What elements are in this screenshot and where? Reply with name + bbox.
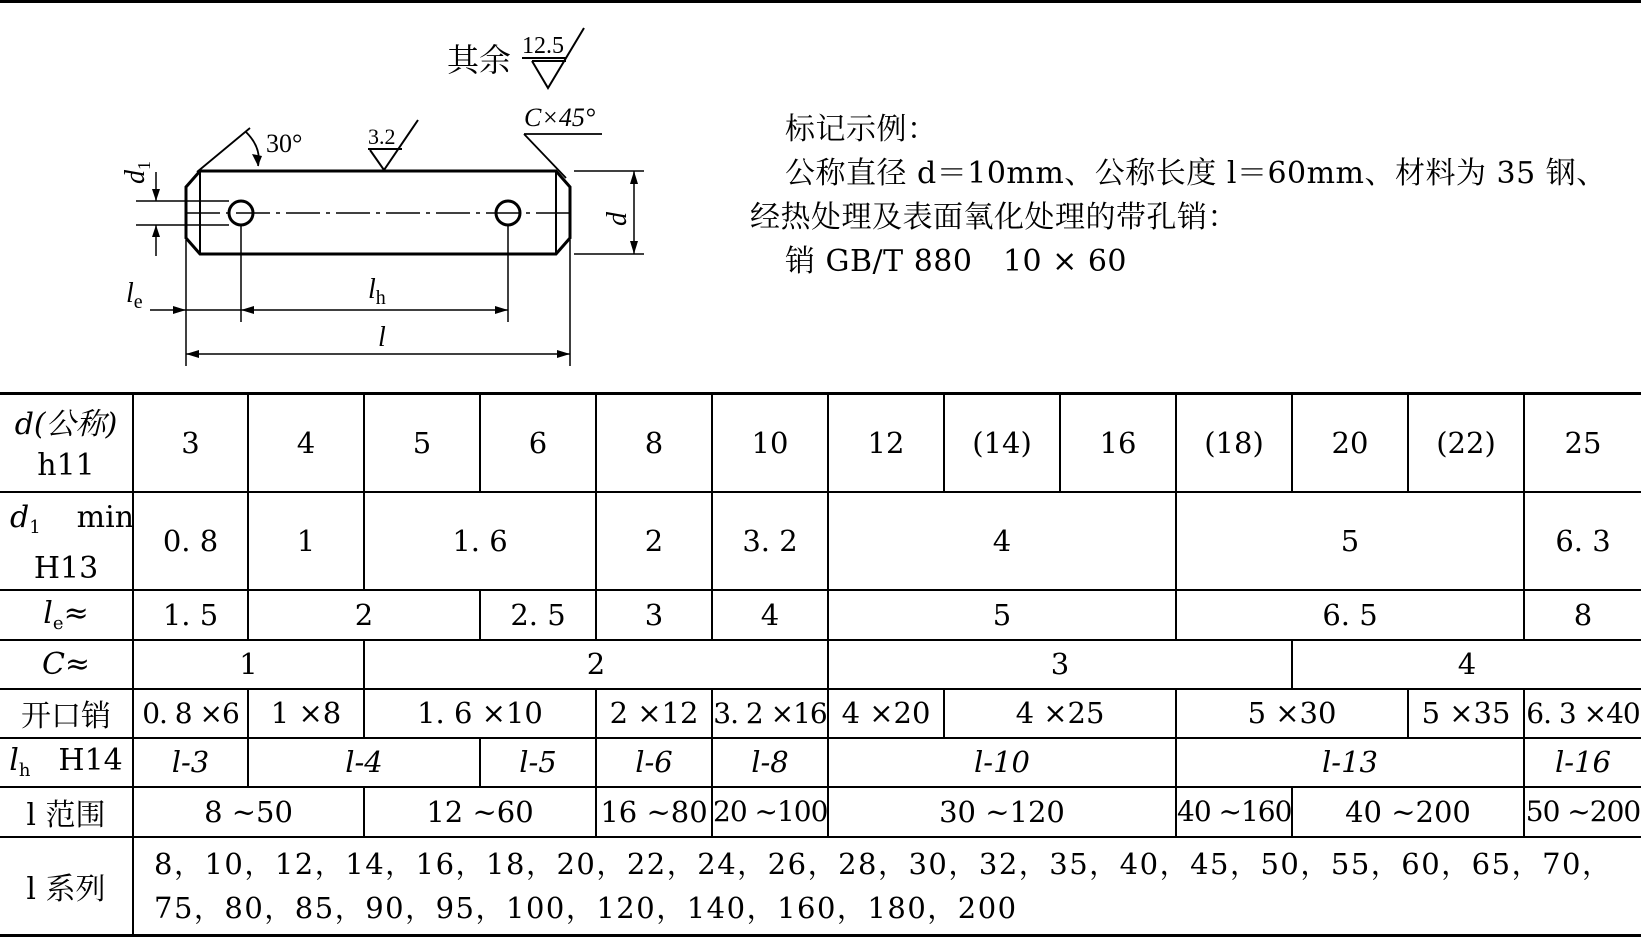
- l-label: l: [378, 322, 386, 353]
- table-cell: 6. 3: [1524, 492, 1641, 590]
- table-cell: 40 ~160: [1176, 787, 1292, 837]
- table-cell: 12: [828, 394, 944, 492]
- table-cell: 5 ×30: [1176, 689, 1408, 738]
- table-cell: l-6: [596, 738, 712, 787]
- table-row-d1: [0, 492, 1641, 590]
- dimension-table: [0, 392, 1641, 937]
- angle-label: 30°: [266, 129, 303, 158]
- table-cell: 6: [480, 394, 596, 492]
- row-label-d1: $d_1$ min H13: [0, 492, 133, 590]
- table-cell: 4: [828, 492, 1176, 590]
- table-cell: l-4: [248, 738, 480, 787]
- lh-label: $l_h$: [368, 274, 386, 309]
- table-cell: 16 ~80: [596, 787, 712, 837]
- table-cell: 30 ~120: [828, 787, 1176, 837]
- table-cell: l-3: [133, 738, 248, 787]
- table-cell-series: 8，10，12，14，16，18，20，22，24，26，28，30，32，35，40，45，50，55，60，65，70，75，80，85，90，95，100，120，140，160，180，200: [133, 837, 1641, 936]
- marking-title: 标记示例：: [785, 112, 938, 147]
- roughness-value: 3.2: [368, 124, 396, 149]
- table-cell: 20 ~100: [712, 787, 828, 837]
- table-cell: 25: [1524, 394, 1641, 492]
- table-cell: 20: [1292, 394, 1408, 492]
- table-cell: 1: [248, 492, 364, 590]
- table-cell: 8: [596, 394, 712, 492]
- table-cell: 2: [248, 590, 480, 640]
- row-label-d: d(公称) h11: [0, 394, 133, 492]
- chamfer-label: C×45°: [524, 103, 596, 132]
- table-cell: 1 ×8: [248, 689, 364, 738]
- table-cell: 3: [828, 640, 1292, 689]
- table-cell: l-16: [1524, 738, 1641, 787]
- table-row-split-pin: [0, 689, 1641, 738]
- table-cell: 2. 5: [480, 590, 596, 640]
- table-cell: 0. 8: [133, 492, 248, 590]
- d1-dimension: [120, 161, 229, 256]
- row-label-c: C≈: [0, 640, 133, 689]
- table-row-c: [0, 640, 1641, 689]
- d1-label: $d_1$: [120, 161, 154, 184]
- table-cell: 4 ×20: [828, 689, 944, 738]
- table-cell: 8 ~50: [133, 787, 364, 837]
- chamfer-callout: [524, 103, 602, 178]
- le-label: $l_e$: [126, 278, 143, 313]
- table-row-d: [0, 394, 1641, 492]
- table-cell: (22): [1408, 394, 1524, 492]
- table-row-lh: [0, 738, 1641, 787]
- table-row-l-range: [0, 787, 1641, 837]
- marking-line-3: 销 GB/T 880 10 × 60: [785, 244, 1128, 279]
- marking-line-1: 公称直径 d＝10mm、公称长度 l＝60mm、材料为 35 钢、: [785, 156, 1607, 191]
- d-dimension: [574, 171, 644, 254]
- table-cell: 4: [712, 590, 828, 640]
- table-cell: 5: [828, 590, 1176, 640]
- table-cell: l-8: [712, 738, 828, 787]
- pin-body: [186, 171, 570, 254]
- table-cell: 8: [1524, 590, 1641, 640]
- table-cell: (14): [944, 394, 1060, 492]
- row-label-split-pin: 开口销: [0, 689, 133, 738]
- table-cell: 12 ~60: [364, 787, 596, 837]
- roughness-symbol: [368, 120, 418, 170]
- table-cell: 4 ×25: [944, 689, 1176, 738]
- table-cell: 6. 3 ×40: [1524, 689, 1641, 738]
- row-label-l-series: l 系列: [0, 837, 133, 936]
- roughness-other-value: 12.5: [522, 33, 564, 59]
- table-cell: 4: [1292, 640, 1641, 689]
- table-cell: 1. 6 ×10: [364, 689, 596, 738]
- table-cell: (18): [1176, 394, 1292, 492]
- table-row-le: [0, 590, 1641, 640]
- table-cell: 2: [364, 640, 828, 689]
- table-cell: l-13: [1176, 738, 1524, 787]
- table-cell: 5: [364, 394, 480, 492]
- table-cell: l-10: [828, 738, 1176, 787]
- table-cell: 2: [596, 492, 712, 590]
- row-label-l-range: l 范围: [0, 787, 133, 837]
- table-cell: 5 ×35: [1408, 689, 1524, 738]
- table-cell: 16: [1060, 394, 1176, 492]
- table-cell: 10: [712, 394, 828, 492]
- angle-dimension: [197, 128, 302, 172]
- table-cell: 1: [133, 640, 364, 689]
- table-cell: 4: [248, 394, 364, 492]
- table-cell: 2 ×12: [596, 689, 712, 738]
- row-label-lh: $l_h$ H14: [0, 738, 133, 787]
- marking-example: [750, 108, 1635, 284]
- row-label-le: $l_e\approx$: [0, 590, 133, 640]
- table-cell: 0. 8 ×6: [133, 689, 248, 738]
- table-cell: 1. 5: [133, 590, 248, 640]
- table-cell: 40 ~200: [1292, 787, 1524, 837]
- table-cell: 1. 6: [364, 492, 596, 590]
- roughness-other-label: 其余: [447, 42, 512, 78]
- table-cell: 50 ~200: [1524, 787, 1641, 837]
- d-label: d: [602, 212, 633, 226]
- table-cell: l-5: [480, 738, 596, 787]
- table-cell: 3. 2 ×16: [712, 689, 828, 738]
- table-cell: 6. 5: [1176, 590, 1524, 640]
- pin-drawing: [0, 0, 740, 390]
- table-cell: 3: [596, 590, 712, 640]
- table-row-l-series: [0, 837, 1641, 936]
- table-cell: 3. 2: [712, 492, 828, 590]
- table-cell: 3: [133, 394, 248, 492]
- table-cell: 5: [1176, 492, 1524, 590]
- marking-line-2: 经热处理及表面氧化处理的带孔销：: [750, 200, 1238, 235]
- roughness-other-symbol: [447, 28, 584, 88]
